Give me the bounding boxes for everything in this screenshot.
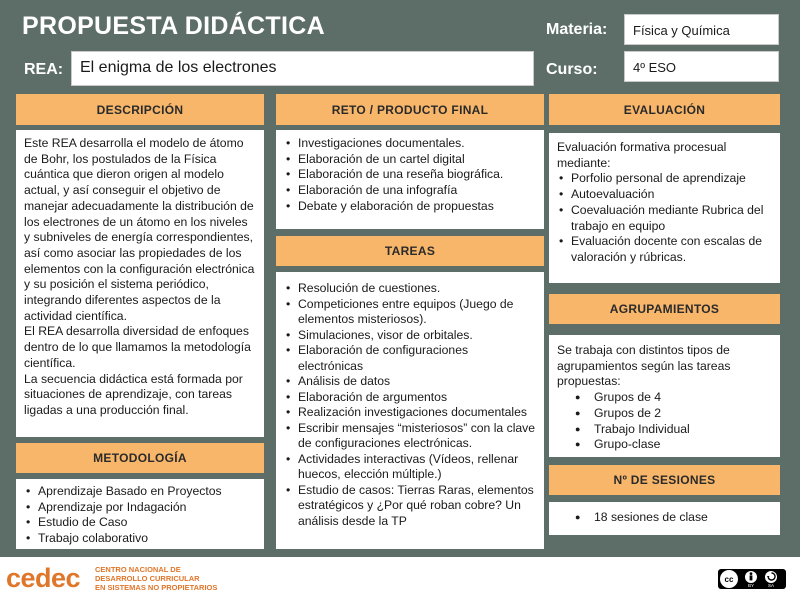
list-item: • Análisis de datos bbox=[284, 374, 536, 390]
list-item: • Elaboración de argumentos bbox=[284, 390, 536, 406]
materia-label: Materia: bbox=[546, 21, 608, 38]
list-item: ● Grupos de 2 bbox=[575, 406, 772, 422]
descripcion-paragraph: La secuencia didáctica está formada por situaciones de aprendizaje, con tareas ligadas a una producción final. bbox=[24, 371, 243, 417]
by-label: BY bbox=[747, 582, 754, 588]
descripcion-paragraph: El REA desarrolla diversidad de enfoques dentro de lo que llamamos la metodología científica. bbox=[24, 324, 251, 370]
cedec-org-name bbox=[95, 565, 217, 592]
list-item: • Elaboración de un cartel digital bbox=[284, 152, 536, 168]
list-item: • Evaluación docente con escalas de valoración y rúbricas. bbox=[557, 234, 772, 265]
list-item: • Aprendizaje por Indagación bbox=[24, 500, 256, 516]
sesiones-card bbox=[549, 502, 780, 535]
rea-label: REA: bbox=[24, 61, 64, 78]
metodologia-heading: METODOLOGÍA bbox=[16, 443, 264, 473]
list-item: • Trabajo colaborativo bbox=[24, 531, 256, 547]
rea-field: El enigma de los electrones bbox=[71, 51, 534, 86]
sesiones-heading: Nº DE SESIONES bbox=[549, 465, 780, 495]
list-item: ● Grupos de 4 bbox=[575, 390, 772, 406]
list-item: • Escribir mensajes “misteriosos” con la clave de configuraciones electrónicas. bbox=[284, 421, 536, 452]
list-item: • Elaboración de configuraciones electrónicas bbox=[284, 343, 536, 374]
descripcion-card bbox=[16, 130, 264, 437]
curso-label: Curso: bbox=[546, 61, 598, 78]
agrupamientos-heading: AGRUPAMIENTOS bbox=[549, 294, 780, 324]
list-item: • Resolución de cuestiones. bbox=[284, 281, 536, 297]
attribution-icon bbox=[745, 571, 757, 583]
evaluacion-heading: EVALUACIÓN bbox=[549, 94, 780, 125]
materia-field: Física y Química bbox=[624, 14, 779, 45]
curso-field: 4º ESO bbox=[624, 51, 779, 82]
org-line: DESARROLLO CURRICULAR bbox=[95, 574, 200, 583]
by-block bbox=[741, 571, 761, 588]
reto-card bbox=[276, 130, 544, 229]
sa-label: SA bbox=[767, 582, 774, 588]
list-item: ● 18 sesiones de clase bbox=[575, 510, 772, 526]
list-item: ● Trabajo Individual bbox=[575, 422, 772, 438]
list-item: ● Grupo-clase bbox=[575, 437, 772, 453]
list-item: • Porfolio personal de aprendizaje bbox=[557, 171, 772, 187]
list-item: • Realización investigaciones documentales bbox=[284, 405, 536, 421]
list-item: • Elaboración de una reseña biográfica. bbox=[284, 167, 536, 183]
cedec-logo: cedec bbox=[6, 563, 81, 593]
descripcion-paragraph: Este REA desarrolla el modelo de átomo de Bohr, los postulados de la Física cuántica que dieron origen al modelo actual, y así conseguir el objetivo de manejar adecuadamente la distribución de los electrones de un átomo en los niveles y subniveles de energía correspondientes, así como asociar las propiedades de los elementos con la configuración electrónica y su posición el sistema periódico, integrando diferentes aspectos de la actividad científica. bbox=[24, 136, 255, 323]
sa-block bbox=[761, 571, 781, 588]
descripcion-heading: DESCRIPCIÓN bbox=[16, 94, 264, 125]
evaluacion-intro: Evaluación formativa procesual mediante: bbox=[557, 140, 727, 170]
cc-license-badge[interactable] bbox=[718, 569, 786, 589]
footer bbox=[0, 557, 800, 599]
list-item: • Elaboración de una infografía bbox=[284, 183, 536, 199]
list-item: • Estudio de Caso bbox=[24, 515, 256, 531]
page-title: PROPUESTA DIDÁCTICA bbox=[22, 12, 325, 40]
list-item: • Competiciones entre equipos (Juego de elementos misteriosos). bbox=[284, 297, 536, 328]
list-item: • Debate y elaboración de propuestas bbox=[284, 199, 536, 215]
agrupamientos-intro: Se trabaja con distintos tipos de agrupamientos según las tareas propuestas: bbox=[557, 343, 731, 389]
org-line: EN SISTEMAS NO PROPIETARIOS bbox=[95, 583, 218, 592]
list-item: • Actividades interactivas (Vídeos, rellenar huecos, elección múltiple.) bbox=[284, 452, 536, 483]
list-item: • Aprendizaje Basado en Proyectos bbox=[24, 484, 256, 500]
list-item: • Simulaciones, visor de orbitales. bbox=[284, 328, 536, 344]
org-line: CENTRO NACIONAL DE bbox=[95, 565, 181, 574]
metodologia-card bbox=[16, 479, 264, 549]
tareas-heading: TAREAS bbox=[276, 236, 544, 266]
evaluacion-card bbox=[549, 133, 780, 283]
share-alike-icon bbox=[765, 571, 777, 583]
list-item: • Autoevaluación bbox=[557, 187, 772, 203]
list-item: • Coevaluación mediante Rubrica del trabajo en equipo bbox=[557, 203, 772, 234]
agrupamientos-card bbox=[549, 335, 780, 457]
tareas-card bbox=[276, 272, 544, 549]
list-item: • Investigaciones documentales. bbox=[284, 136, 536, 152]
list-item: • Estudio de casos: Tierras Raras, elementos estratégicos y ¿Por qué roban cobre? Un análisis desde la TP bbox=[284, 483, 536, 530]
cc-icon: cc bbox=[720, 570, 738, 588]
reto-heading: RETO / PRODUCTO FINAL bbox=[276, 94, 544, 125]
